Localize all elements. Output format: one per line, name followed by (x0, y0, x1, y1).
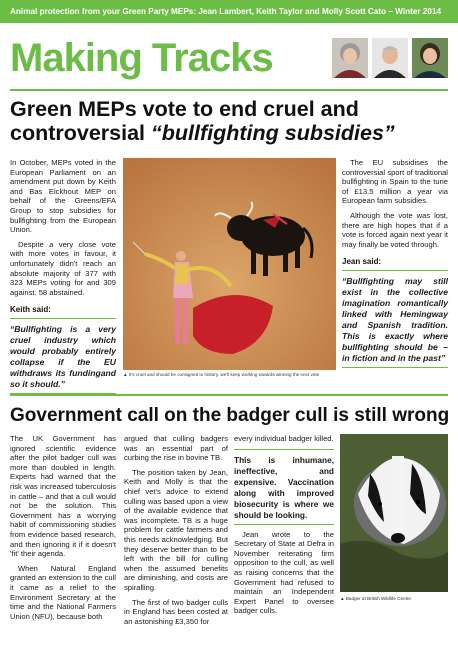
quote-rule (234, 449, 334, 450)
mep-photo-molly (412, 38, 448, 78)
quote-keith: “Bullfighting is a very cruel industry which would probably entirely collapse if the EU withdraws its fundingand so it should.” (10, 323, 116, 389)
badger-pull-quote: This is inhumane, ineffective, and expensive. Vaccination along with improved biosecurity is where we should be looking. (234, 454, 334, 520)
top-banner-text: Animal protection from your Green Party MEPs: Jean Lambert, Keith Taylor and Molly Scott Cato – Winter 2014 (10, 7, 442, 16)
article2-paragraph: The position taken by Jean, Keith and Molly is that the chief vet's advice to extend culling was based upon a view of the available evidence that was incomplete. TB is a huge problem for cattle farmers and this needs acknowledging. But they deserve better than to be left with the bill for culling when the assumed benefits are diminishing, and costs are spiralling. (124, 467, 228, 592)
article1-column-3 (342, 158, 448, 373)
article1-paragraph: In October, MEPs voted in the European Parliament on an amendment put down by Keith and Bas Eickhout MEP on behalf of the Greens/EFA Group to stop subsidies for bullfighting from the European Union. (10, 158, 116, 235)
headline-plain: controversial (10, 121, 151, 145)
quote-label-keith: Keith said: (10, 305, 51, 315)
bullfight-photo (123, 158, 336, 370)
masthead-rule (10, 89, 448, 91)
quote-rule (342, 367, 448, 368)
quote-rule (342, 270, 448, 271)
headline-bullfighting (10, 97, 450, 145)
quote-label-jean: Jean said: (342, 257, 382, 267)
article2-column-3 (234, 434, 334, 621)
article1-paragraph: The EU subsidises the controversial sport of traditional bullfighting in Spain to the tune of £13.5 million a year via European farm subsidies. (342, 158, 448, 206)
badger-photo (340, 434, 448, 592)
quote-rule (10, 318, 116, 319)
badger-caption: ▲ Badger at British Wildlife Centre (340, 596, 411, 601)
masthead-title: Making Tracks (10, 36, 273, 80)
mep-photos (332, 38, 448, 78)
headline-italic: “bullfighting subsidies” (151, 121, 395, 145)
article2-paragraph: The first of two badger culls in England has been costed at an astonishing £3,350 for (124, 597, 228, 626)
quote-rule (234, 524, 334, 525)
article1-paragraph: Although the vote was lost, there are high hopes that if a vote is forced again next year it may finally be voted through. (342, 210, 448, 249)
article2-paragraph: The UK Government has ignored scientific evidence after the pilot badger cull was more than doubled in length. Experts had warned that the risk was increased tuberculosis in cattle – and that a cull would not be the solution. This Government has a worrying habit of commissioning studies from evidence based research, and then ignoring it if it doesn't 'fit' their agenda. (10, 434, 116, 559)
article1-paragraph: Despite a very close vote with more votes in favour, it unfortunately didn't reach an absolute majority of 377 with 323 MEPs voting for and 309 against. 58 abstained. (10, 239, 116, 297)
headline-badger: Government call on the badger cull is still wrong (10, 405, 450, 426)
article2-paragraph: argued that culling badgers was an essential part of curbing the rise in bovine TB. (124, 434, 228, 463)
article2-paragraph: When Natural England granted an extension to the cull it came as a relief to the Environment Secretary at the time and the National Farmers Union (NFU), because both (10, 563, 116, 621)
mep-photo-keith (372, 38, 408, 78)
article2-column-2 (124, 434, 228, 631)
section-rule (10, 394, 448, 396)
bullfight-caption: ▲ It's cruel and should be consigned to history, we'll keep working towards winning the next vote (123, 372, 320, 377)
mep-photo-jean (332, 38, 368, 78)
headline-line-2 (10, 121, 450, 145)
article2-paragraph: every individual badger killed. (234, 434, 334, 443)
headline-line-1: Green MEPs vote to end cruel and (10, 97, 359, 121)
quote-jean: “Bullfighting may still exist in the collective imagination romantically linked with Hemingway and Spanish tradition. This is exactly where bullfighting should be – in fiction and in the past” (342, 275, 448, 363)
top-banner (0, 0, 458, 23)
article1-column-1 (10, 158, 116, 399)
article2-paragraph: Jean wrote to the Secretary of State at Defra in November reiterating firm opposition to the cull, as well as raising concerns that the Government had refused to maintain an Independent Expert Panel to oversee badger culls. (234, 529, 334, 616)
article2-column-1 (10, 434, 116, 626)
